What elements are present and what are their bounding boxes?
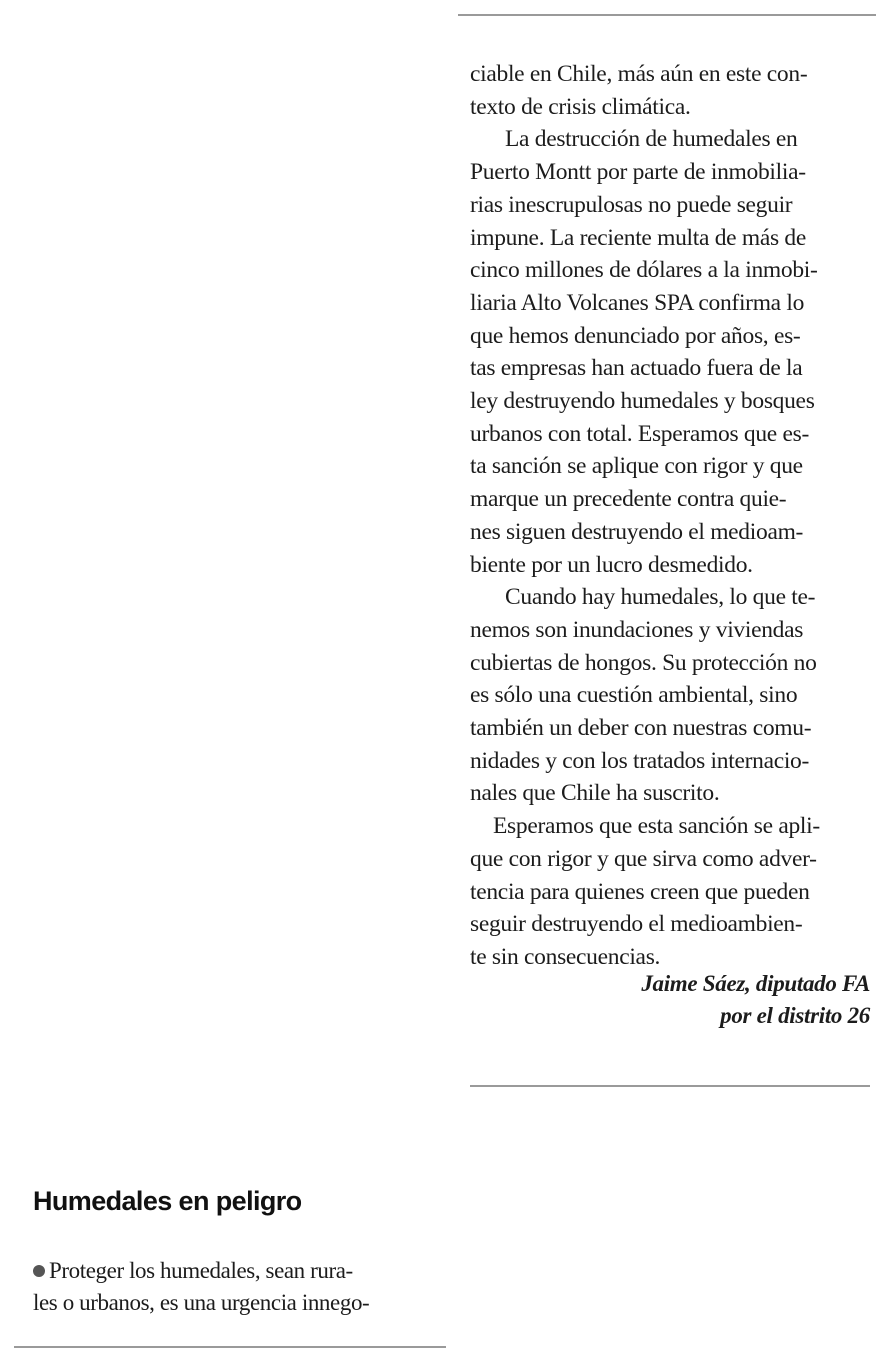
next-letter-headline: Humedales en peligro [33, 1186, 302, 1216]
letter-paragraph: Esperamos que esta sanción se apli- que con rigor y que sirva como adver- tencia para quienes creen que pueden seguir destruyendo el medioambien- te sin consecuencias. [470, 813, 820, 970]
next-letter-lede-text: Proteger los humedales, sean rura- les o urbanos, es una urgencia innego- [33, 1258, 370, 1315]
letter-paragraph: La destrucción de humedales en Puerto Montt por parte de inmobilia- rias inescrupulosas no puede seguir impune. La reciente multa de más de cinco millones de dólares a la inmobi- liaria Alto Volcanes SPA confirma lo que hemos denunciado por años, es- tas empresas han actuado fuera de la ley destruyendo humedales y bosques urbanos con total. Esperamos que es- ta sanción se aplique con rigor y que marque un precedente contra quie- nes siguen destruyendo el medioam- biente por un lucro desmedido. [470, 126, 818, 578]
bullet-icon [33, 1265, 45, 1277]
next-letter-lede [33, 1255, 443, 1319]
letter-paragraph: Cuando hay humedales, lo que te- nemos son inundaciones y viviendas cubiertas de hongos. Su protección no es sólo una cuestión ambiental, sino también un deber con nuestras comu- nidades y con los tratados internacio- nales que Chile ha suscrito. [470, 584, 817, 807]
top-divider [458, 14, 876, 16]
letter-body [470, 58, 872, 974]
letter-signature: Jaime Sáez, diputado FA por el distrito 26 [641, 971, 870, 1028]
bottom-divider [14, 1346, 446, 1348]
letter-paragraph: ciable en Chile, más aún en este con- texto de crisis climática. [470, 61, 808, 120]
signature-divider [470, 1085, 870, 1087]
